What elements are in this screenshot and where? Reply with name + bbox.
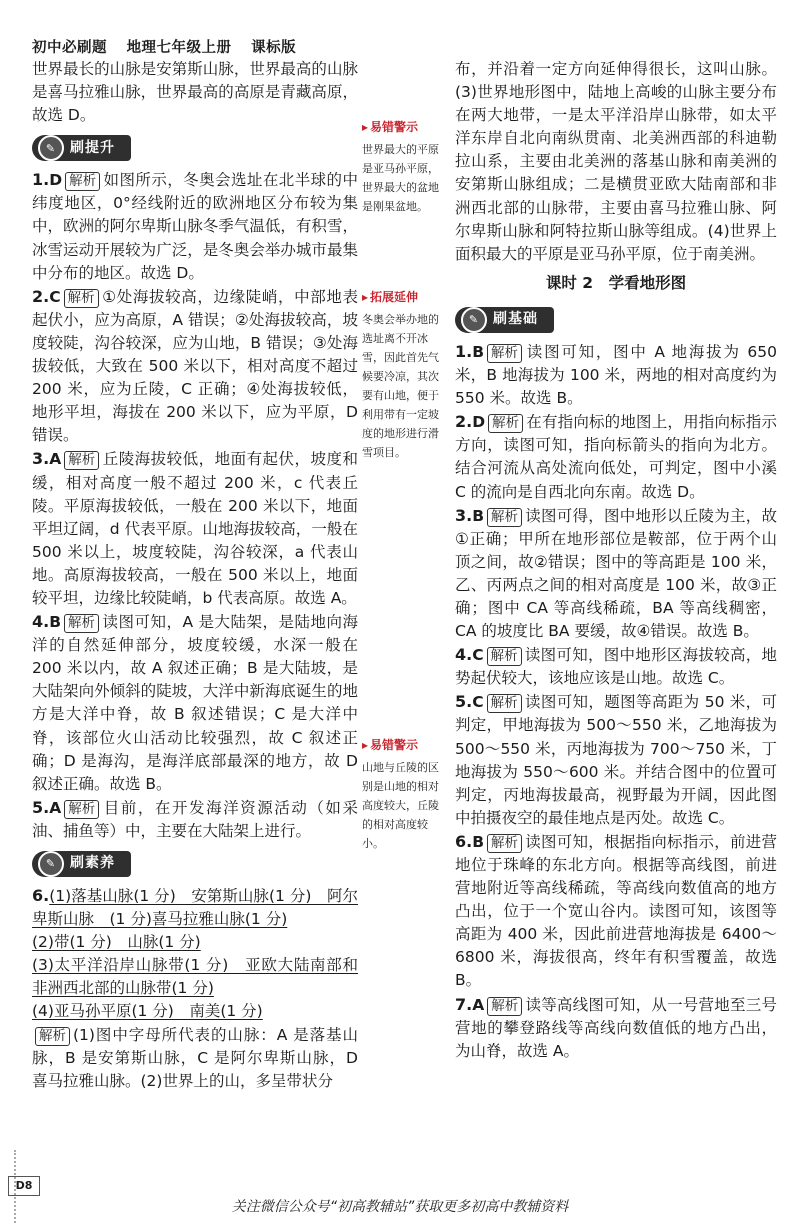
header-series: 初中必刷题	[32, 40, 107, 56]
item-answer: B	[472, 506, 485, 525]
item-text: 丘陵海拔较低，地面有起伏，坡度和缓，相对高度一般不超过 200 米，c 代表丘陵。平原海拔较低，一般在 200 米以下，地面平坦辽阔，d 代表平原。山地海拔较高，一般在 500 米以上，坡度较陡，沟谷较深，a 代表山地。高原海拔较高，一般在 500 米以上，地面较平坦，边缘比较陡峭，b 代表高原。故选 A。	[32, 450, 358, 607]
answer-item	[455, 830, 777, 993]
pencil-icon: ✎	[38, 851, 64, 877]
item-tag: 解析	[487, 508, 522, 527]
item-tag: 解析	[64, 451, 99, 470]
answer-item	[32, 168, 358, 284]
item-number: 2.	[455, 412, 473, 432]
item-tag: 解析	[487, 694, 522, 713]
item-number: 4.	[32, 612, 50, 632]
item-text: 读图可知，题图等高距为 50 米，可判定，甲地海拔为 500～550 米，乙地海拔为 500～550 米，丙地海拔为 700～750 米，丁地海拔为 550～600 米。并结合图中的位置可判定，丙地海拔最高，视野最为开阔，因此图中拍摄夜空的最佳地点是丙处。故选 C。	[455, 693, 777, 827]
q6-answer-line	[32, 931, 358, 954]
page-header	[32, 36, 310, 57]
left-column	[32, 58, 358, 1093]
side-note	[362, 288, 447, 462]
q6-part2: (2)带(1 分) 山脉(1 分)	[32, 933, 201, 952]
header-edition: 课标版	[251, 40, 297, 56]
answer-item	[455, 993, 777, 1063]
item-text: ①处海拔较高，边缘陡峭，中部地表起伏小，应为高原，A 错误；②处海拔较高，坡度较陡，沟谷较深，应为山地，B 错误；③处海拔较低，大致在 500 米以下，相对高度不超过 200 米，应为丘陵，C 正确；④处海拔较低，地形平坦，海拔在 200 米以下，应为平原，D 错误。	[32, 287, 358, 445]
item-tag: 解析	[487, 647, 522, 666]
answer-item	[455, 340, 777, 410]
badge-label: 刷提升	[70, 139, 115, 156]
page-number: D8	[8, 1176, 40, 1196]
item-text: 读图可知，根据指向标指示，前进营地位于珠峰的东北方向。根据等高线图，前进营地附近等高线稀疏，等高线向数值高的地方凸出，位于一个宽山谷内。读图可知，该图等高距为 400 米，因此前进营地海拔是 6400～6800 米，海拔很高，终年有积雪覆盖，故选 B。	[455, 832, 777, 990]
side-note-title: ▸ 易错警示	[362, 736, 447, 755]
footer-note: 关注微信公众号“初高教辅站”获取更多初高中教辅资料	[231, 1199, 569, 1215]
side-note-title: ▸ 易错警示	[362, 118, 447, 137]
section-badge-suyang	[32, 851, 131, 877]
answer-item	[455, 504, 777, 644]
item-tag: 解析	[487, 997, 522, 1016]
item-number: 5.	[32, 797, 50, 817]
item-number: 6.	[32, 886, 50, 905]
item-answer: B	[472, 342, 485, 361]
item-answer: D	[49, 171, 63, 190]
item-text: 如图所示，冬奥会选址在北半球的中纬度地区，0°经线附近的欧洲地区分布较为集中，欧洲的阿尔卑斯山脉冬季气温低，有积雪，冰雪运动开展较为广泛，是冬奥会举办城市最集中分布的地区。故选 D。	[32, 171, 358, 282]
item-text: 目前，在开发海洋资源活动（如采油、捕鱼等）中，主要在大陆架上进行。	[32, 798, 358, 840]
item-number: 7.	[455, 994, 473, 1014]
item-number: 3.	[455, 505, 473, 525]
left-intro: 世界最长的山脉是安第斯山脉，世界最高的山脉是喜马拉雅山脉，世界最高的高原是青藏高原，故选 D。	[32, 60, 358, 125]
badge-label: 刷基础	[493, 311, 538, 328]
right-continuation: 布，并沿着一定方向延伸得很长，这叫山脉。(3)世界地形图中，陆地上高峻的山脉主要分布在两大地带，一是太平洋沿岸山脉带，如太平洋东岸自北向南纵贯南、北美洲西部的科迪勒拉山系，主要由北美洲的落基山脉和南美洲的安第斯山脉组成；二是横贯亚欧大陆南部和非洲西北部的山脉带，主要由喜马拉雅山脉、阿尔卑斯山脉和阿特拉斯山脉等组成。(4)世界上面积最大的平原是亚马孙平原，位于南美洲。	[455, 60, 777, 263]
item-tag: 解析	[64, 614, 99, 633]
side-note-text: 世界最大的平原是亚马孙平原，世界最大的盆地是刚果盆地。	[362, 143, 439, 213]
item-tag: 解析	[64, 289, 99, 308]
item-tag: 解析	[65, 172, 100, 191]
q6-part4: (4)亚马孙平原(1 分) 南美(1 分)	[32, 1002, 263, 1021]
q6-part1: (1)落基山脉(1 分) 安第斯山脉(1 分) 阿尔卑斯山脉 (1 分)喜马拉雅山脉(1 分)	[32, 887, 358, 929]
answer-item	[455, 690, 777, 830]
item-tag: 解析	[64, 800, 99, 819]
right-column	[455, 58, 777, 1063]
answer-item	[32, 796, 358, 843]
side-note-title: ▸ 拓展延伸	[362, 288, 447, 307]
item-answer: B	[472, 832, 485, 851]
pencil-icon: ✎	[38, 135, 64, 161]
q6-answer-line	[32, 1000, 358, 1023]
item-answer: A	[49, 450, 62, 469]
item-answer: C	[472, 693, 484, 712]
item-answer: B	[49, 613, 62, 632]
q6-answer-line	[32, 884, 358, 931]
item-text: 在有指向标的地图上，用指向标指示方向，读图可知，指向标箭头的指向为北方。结合河流从高处流向低处，可判定，图中小溪 C 的流向是自西北向东南。故选 D。	[455, 413, 777, 501]
item-tag: 解析	[487, 344, 522, 363]
side-note	[362, 118, 447, 216]
item-number: 2.	[32, 286, 50, 306]
q6-explanation	[32, 1024, 358, 1093]
side-note-text: 冬奥会举办地的选址离不开冰雪，因此首先气候要冷凉，其次要有山地，便于利用带有一定坡度的地形进行滑雪项目。	[362, 313, 439, 459]
answer-item	[32, 447, 358, 610]
side-note	[362, 736, 447, 853]
q6-part3: (3)太平洋沿岸山脉带(1 分) 亚欧大陆南部和非洲西北部的山脉带(1 分)	[32, 956, 358, 998]
item-answer: C	[472, 646, 484, 665]
item-tag: 解析	[488, 414, 523, 433]
item-text: 读图可得，图中地形以丘陵为主，故①正确；甲所在地形部位是鞍部，位于两个山顶之间，故②错误；图中的等高距是 100 米，乙、丙两点之间的相对高度是 100 米，故③正确；图中 CA 等高线稀疏，BA 等高线稠密，CA 的坡度比 BA 要缓，故④错误。故选 B。	[455, 506, 777, 641]
answer-item	[455, 643, 777, 690]
item-tag: 解析	[487, 834, 522, 853]
item-number: 1.	[32, 170, 50, 190]
q6-answer-line	[32, 954, 358, 1000]
badge-label: 刷素养	[70, 855, 115, 872]
item-text: 读图可知，A 是大陆架，是陆地向海洋的自然延伸部分，坡度较缓，水深一般在 200 米以内，故 A 叙述正确；B 是大陆坡，是大陆架向外倾斜的陡坡，大洋中新海底诞生的地方是大洋中脊，故 B 叙述错误；C 是大洋中脊，该部位火山活动比较强烈，故 C 叙述正确；D 是海沟，是海洋底部最深的地方，故 D 叙述正确。故选 B。	[32, 613, 358, 793]
item-number: 6.	[455, 831, 473, 851]
item-answer: C	[49, 287, 61, 306]
item-answer: D	[472, 413, 486, 432]
item-tag: 解析	[35, 1027, 70, 1046]
item-text: (1)图中字母所代表的山脉：A 是落基山脉，B 是安第斯山脉，C 是阿尔卑斯山脉，D 喜马拉雅山脉。(2)世界上的山，多呈带状分	[32, 1025, 358, 1090]
header-subject: 地理七年级上册	[126, 40, 232, 56]
item-number: 3.	[32, 449, 50, 469]
lesson-title: 课时 2 学看地形图	[545, 273, 687, 292]
item-text: 读图可知，图中地形区海拔较高，地势起伏较大，该地应该是山地。故选 C。	[455, 646, 777, 688]
section-badge-jichu	[455, 307, 554, 333]
answer-item	[455, 410, 777, 503]
answer-item	[32, 610, 358, 796]
side-note-text: 山地与丘陵的区别是山地的相对高度较大，丘陵的相对高度较小。	[362, 761, 439, 850]
item-answer: A	[49, 798, 62, 817]
item-number: 1.	[455, 341, 473, 361]
item-text: 读图可知，图中 A 地海拔为 650 米，B 地海拔为 100 米，两地的相对高度约为 550 米。故选 B。	[455, 342, 777, 408]
item-text: 读等高线图可知，从一号营地至三号营地的攀登路线等高线向数值低的地方凸出，为山脊，故选 A。	[455, 995, 777, 1060]
answer-item	[32, 285, 358, 448]
item-answer: A	[472, 995, 485, 1014]
section-badge-tisheng	[32, 135, 131, 161]
item-number: 4.	[455, 645, 473, 665]
item-number: 5.	[455, 692, 473, 712]
pencil-icon: ✎	[461, 307, 487, 333]
